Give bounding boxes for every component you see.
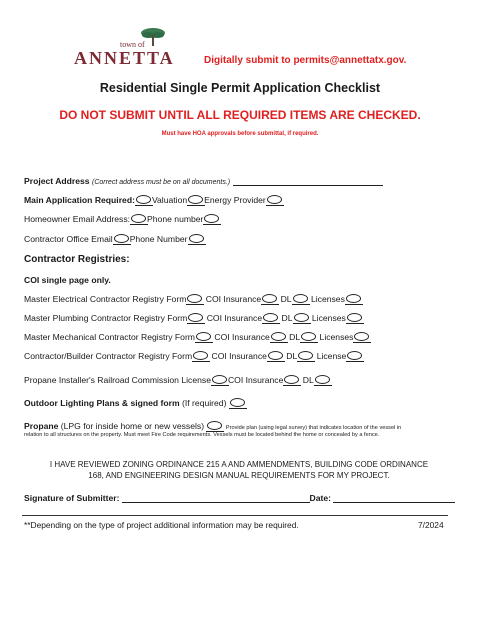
coi-checkbox[interactable] — [263, 313, 278, 322]
registry-label: Master Mechanical Contractor Registry Form — [24, 332, 195, 342]
outdoor-lighting-label: Outdoor Lighting Plans & signed form — [24, 398, 180, 408]
date-field[interactable] — [333, 493, 455, 503]
registry-form-checkbox[interactable] — [187, 294, 202, 303]
dl-checkbox[interactable] — [294, 313, 309, 322]
signature-label: Signature of Submitter: — [24, 493, 120, 503]
outdoor-lighting-row — [24, 398, 246, 408]
registry-row-electrical — [24, 294, 362, 304]
review-line-2: 168, AND ENGINEERING DESIGN MANUAL REQUIREMENTS FOR MY PROJECT. — [88, 471, 390, 480]
licenses-checkbox[interactable] — [346, 294, 361, 303]
dl-label: DL — [280, 294, 292, 304]
main-application-row — [24, 195, 283, 205]
dl-label: DL — [302, 375, 314, 385]
logo-name: ANNETTA — [74, 48, 175, 68]
energy-provider-label: Energy Provider — [204, 195, 266, 205]
registry-label: Propane Installer's Railroad Commission License — [24, 375, 211, 385]
registry-row-mechanical — [24, 332, 370, 342]
registry-form-checkbox[interactable] — [196, 332, 211, 341]
contractor-row — [24, 234, 205, 244]
warning-text: DO NOT SUBMIT UNTIL ALL REQUIRED ITEMS ARE CHECKED. — [59, 108, 421, 122]
registry-label: Contractor/Builder Contractor Registry Form — [24, 351, 193, 361]
outdoor-lighting-checkbox[interactable] — [230, 398, 245, 407]
dl-checkbox[interactable] — [301, 332, 316, 341]
coi-label: COI Insurance — [214, 332, 270, 342]
contractor-phone-label: Phone Number — [129, 234, 188, 244]
propane-row — [24, 421, 401, 431]
project-address-note: (Correct address must be on all documents.) — [91, 179, 231, 186]
registry-label: Master Plumbing Contractor Registry Form — [24, 313, 188, 323]
main-application-label: Main Application Required: — [24, 195, 135, 205]
valuation-label: Valuation — [151, 195, 188, 205]
outdoor-lighting-note: (If required) — [182, 398, 227, 408]
coi-label: COI Insurance — [227, 375, 284, 385]
registry-form-checkbox[interactable] — [193, 351, 208, 360]
registry-form-checkbox[interactable] — [212, 375, 227, 384]
logo-town-of: town of — [120, 40, 145, 49]
licenses-label: Licenses — [310, 294, 345, 304]
propane-desc-2: relation to all structures on the property. Must meet Fire Code requirements. Vessels must be located behind the home or concealed by a fence. — [24, 432, 380, 438]
contractor-email-label: Contractor Office Email — [24, 234, 113, 244]
footer-note: **Depending on the type of project additional information may be required. — [24, 520, 299, 530]
valuation-checkbox[interactable] — [136, 195, 151, 204]
registry-row-propane — [24, 375, 331, 385]
homeowner-row — [24, 214, 220, 224]
review-line-1: I HAVE REVIEWED ZONING ORDINANCE 215 A AND AMMENDMENTS, BUILDING CODE ORDINANCE — [49, 460, 429, 469]
propane-label: Propane — [24, 421, 59, 431]
energy-provider-checkbox-2[interactable] — [267, 195, 282, 204]
contractor-phone-checkbox[interactable] — [189, 234, 204, 243]
homeowner-email-label: Homeowner Email Address: — [24, 214, 131, 224]
propane-checkbox[interactable] — [207, 421, 222, 430]
coi-checkbox[interactable] — [271, 332, 286, 341]
dl-label: DL — [286, 351, 298, 361]
dl-checkbox[interactable] — [315, 375, 330, 384]
licenses-label: Licenses — [319, 332, 354, 342]
licenses-checkbox[interactable] — [354, 332, 369, 341]
coi-label: COI Insurance — [206, 313, 263, 323]
coi-checkbox[interactable] — [284, 375, 299, 384]
coi-checkbox[interactable] — [262, 294, 277, 303]
registry-row-builder — [24, 351, 363, 361]
homeowner-email-checkbox[interactable] — [131, 214, 146, 223]
submit-notice[interactable]: Digitally submit to permits@annettatx.gov. — [204, 55, 407, 66]
coi-label: COI Insurance — [211, 351, 267, 361]
project-address-row — [24, 176, 383, 186]
signature-row — [24, 493, 455, 503]
homeowner-phone-label: Phone number — [147, 214, 204, 224]
project-address-label: Project Address — [24, 176, 90, 186]
dl-label: DL — [281, 313, 293, 323]
review-statement — [24, 459, 454, 481]
licenses-label: License — [316, 351, 347, 361]
coi-note: COI single page only. — [24, 275, 111, 285]
dl-checkbox[interactable] — [293, 294, 308, 303]
licenses-label: Licenses — [311, 313, 346, 323]
licenses-checkbox[interactable] — [347, 313, 362, 322]
licenses-checkbox[interactable] — [347, 351, 362, 360]
propane-note: (LPG for inside home or new vessels) — [60, 421, 205, 431]
contractor-email-checkbox[interactable] — [114, 234, 129, 243]
footer-divider — [22, 515, 448, 516]
coi-label: COI Insurance — [205, 294, 262, 304]
homeowner-phone-checkbox[interactable] — [204, 214, 219, 223]
signature-field[interactable] — [122, 493, 310, 503]
propane-desc-1: Provide plan (using legal survey) that indicates location of the vessel in — [225, 425, 402, 431]
dl-checkbox[interactable] — [298, 351, 313, 360]
energy-provider-checkbox[interactable] — [188, 195, 203, 204]
date-label: Date: — [309, 493, 331, 503]
registry-row-plumbing — [24, 313, 363, 323]
registry-form-checkbox[interactable] — [188, 313, 203, 322]
hoa-note: Must have HOA approvals before submittal, if required. — [161, 131, 319, 137]
coi-checkbox[interactable] — [268, 351, 283, 360]
registries-heading: Contractor Registries: — [24, 254, 130, 265]
registry-label: Master Electrical Contractor Registry Form — [24, 294, 187, 304]
project-address-field[interactable] — [233, 176, 383, 186]
coi-note-row — [24, 275, 111, 285]
footer-version: 7/2024 — [418, 520, 444, 530]
page-title: Residential Single Permit Application Checklist — [99, 81, 381, 95]
dl-label: DL — [289, 332, 301, 342]
